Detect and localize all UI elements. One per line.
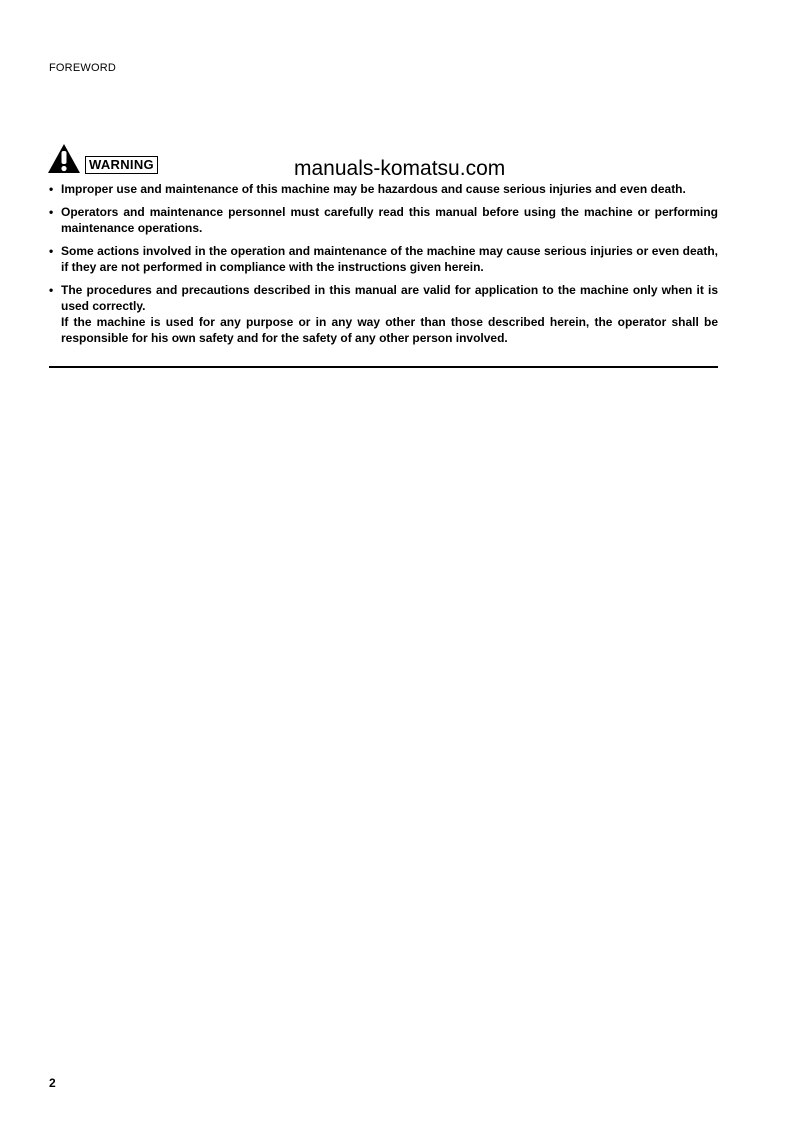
bullet-icon: • [49,244,54,258]
warning-heading [47,143,158,174]
bullet-icon: • [49,283,54,297]
warning-item [49,282,718,346]
warning-item-text: The procedures and precautions described in this manual are valid for application to the machine only when it is used correctly. [61,283,718,313]
warning-item-text-continued: If the machine is used for any purpose or in any way other than those described herein, the operator shall be responsible for his own safety and for the safety of any other person involved. [61,315,718,345]
warning-triangle-icon [47,143,81,174]
warning-list [49,181,718,353]
bullet-icon: • [49,182,54,196]
warning-item [49,181,718,197]
warning-item [49,243,718,275]
section-divider [49,366,718,368]
section-header: FOREWORD [49,62,116,74]
warning-item [49,204,718,236]
warning-item-text: Some actions involved in the operation and maintenance of the machine may cause serious injuries or even death, if they are not performed in compliance with the instructions given herein. [61,244,718,274]
page-number: 2 [49,1076,56,1090]
warning-item-text: Operators and maintenance personnel must carefully read this manual before using the machine or performing maintenance operations. [61,205,718,235]
warning-item-text: Improper use and maintenance of this machine may be hazardous and cause serious injuries and even death. [61,182,686,196]
bullet-icon: • [49,205,54,219]
watermark-text: manuals-komatsu.com [294,157,506,180]
warning-label: WARNING [85,156,158,174]
